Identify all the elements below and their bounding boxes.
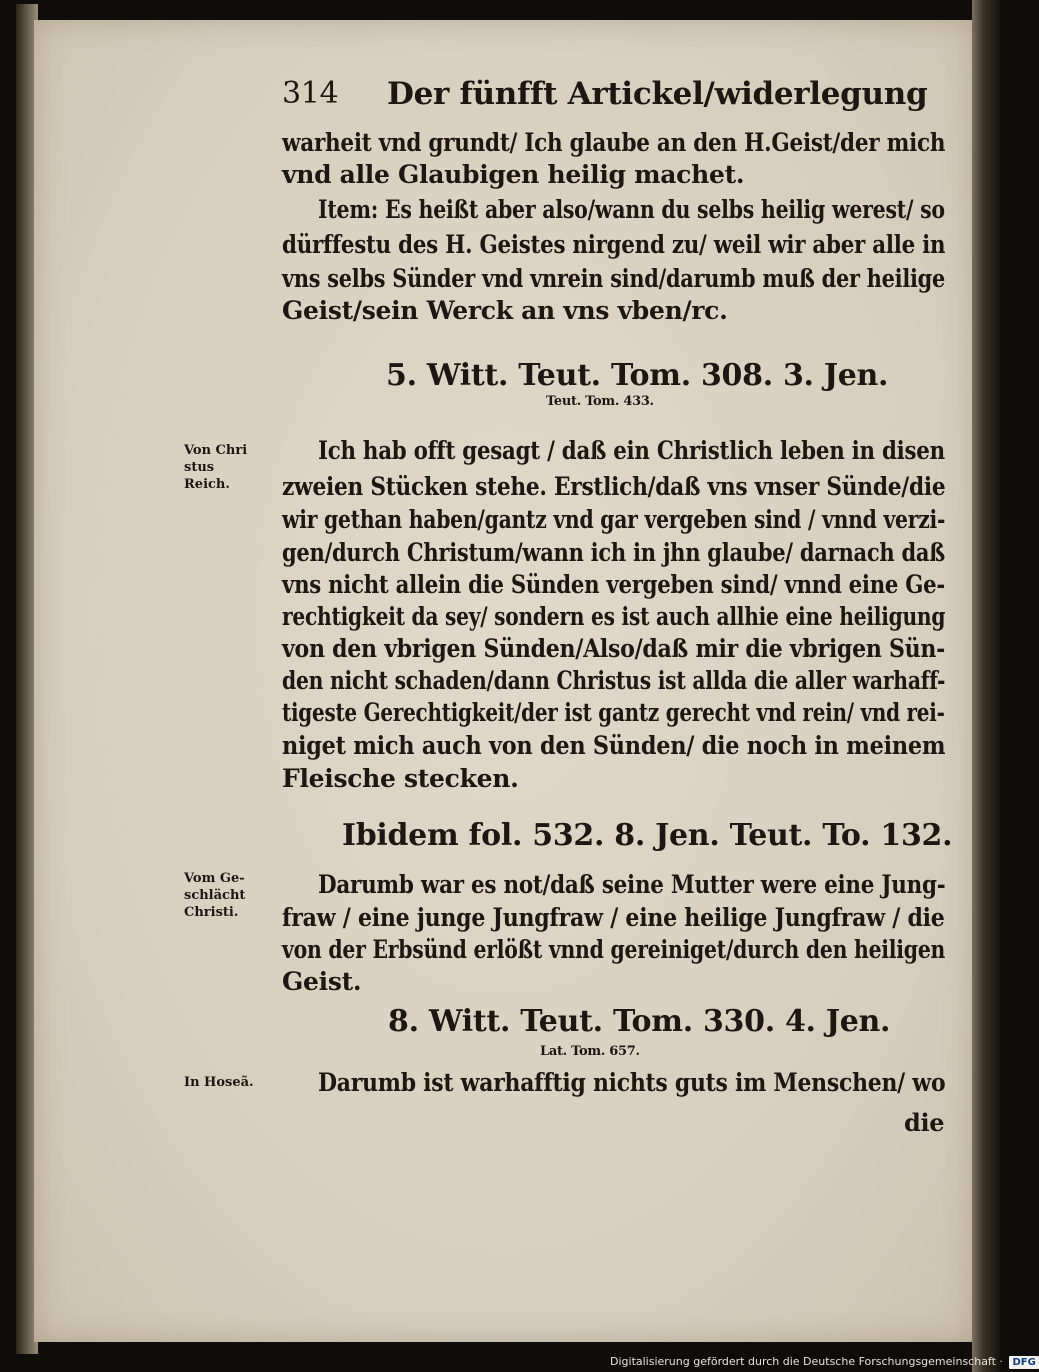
margin-note <box>184 1074 254 1091</box>
margin-note-line: Reich. <box>184 477 230 492</box>
text-line: wir gethan haben/gantz vnd gar vergeben sind / vnnd verzi- <box>282 505 946 534</box>
section-heading: Ibidem fol. 532. 8. Jen. Teut. To. 132. <box>342 818 953 853</box>
text-line: warheit vnd grundt/ Ich glaube an den H.Geist/der mich <box>282 128 946 157</box>
text-line: Fleische stecken. <box>282 764 519 793</box>
text-line: dürffestu des H. Geistes nirgend zu/ weil wir aber alle in <box>282 230 946 259</box>
catchword: die <box>904 1108 945 1137</box>
text-line: niget mich auch von den Sünden/ die noch in meinem <box>282 731 946 760</box>
text-line: von der Erbsünd erlößt vnnd gereiniget/durch den heiligen <box>282 935 946 964</box>
text-line: vns nicht allein die Sünden vergeben sind/ vnnd eine Ge- <box>282 570 945 599</box>
text-line: tigeste Gerechtigkeit/der ist gantz gerecht vnd rein/ vnd rei- <box>282 698 945 727</box>
dfg-logo: DFG <box>1009 1356 1038 1369</box>
text-line: gen/durch Christum/wann ich in jhn glaube/ darnach daß <box>282 538 945 567</box>
text-line: rechtigkeit da sey/ sondern es ist auch allhie eine heiligung <box>282 602 946 631</box>
margin-note-line: Vom Ge- <box>184 871 245 886</box>
text-line: Geist/sein Werck an vns vben/rc. <box>282 296 728 325</box>
section-subheading: Teut. Tom. 433. <box>546 394 654 409</box>
text-line: zweien Stücken stehe. Erstlich/daß vns vnser Sünde/die <box>282 472 946 501</box>
text-line: Geist. <box>282 967 362 996</box>
section-heading: 5. Witt. Teut. Tom. 308. 3. Jen. <box>386 358 889 393</box>
text-line: Item: Es heißt aber also/wann du selbs heilig werest/ so <box>318 195 945 224</box>
text-line: Darumb war es not/daß seine Mutter were eine Jung- <box>318 870 946 899</box>
text-line: vns selbs Sünder vnd vnrein sind/darumb muß der heilige <box>282 264 945 293</box>
text-line: Ich hab offt gesagt / daß ein Christlich leben in disen <box>318 436 945 465</box>
text-line: von den vbrigen Sünden/Also/daß mir die vbrigen Sün- <box>282 634 946 663</box>
margin-note <box>184 442 247 493</box>
page-number: 314 <box>282 76 339 111</box>
digitization-credit-text: Digitalisierung gefördert durch die Deutsche Forschungsgemeinschaft <box>610 1355 996 1368</box>
margin-note-line: Von Chri <box>184 443 248 458</box>
section-heading: 8. Witt. Teut. Tom. 330. 4. Jen. <box>388 1004 891 1039</box>
digitization-credit: Digitalisierung gefördert durch die Deutsche Forschungsgemeinschaft · DFG <box>610 1352 990 1372</box>
running-title: Der fünfft Artickel/widerlegung <box>387 76 928 112</box>
margin-note-line: In Hoseã. <box>184 1075 254 1090</box>
section-subheading: Lat. Tom. 657. <box>540 1044 640 1059</box>
margin-note <box>184 870 245 921</box>
margin-note-line: stus <box>184 460 215 475</box>
text-line: vnd alle Glaubigen heilig machet. <box>282 160 745 189</box>
margin-note-line: Christi. <box>184 905 239 920</box>
margin-note-line: schlächt <box>184 888 246 903</box>
text-line: fraw / eine junge Jungfraw / eine heilige Jungfraw / die <box>282 903 945 932</box>
page-fore-edge <box>972 0 1000 1372</box>
text-line: den nicht schaden/dann Christus ist allda die aller warhaff- <box>282 666 946 695</box>
text-line: Darumb ist warhafftig nichts guts im Menschen/ wo <box>318 1068 946 1097</box>
